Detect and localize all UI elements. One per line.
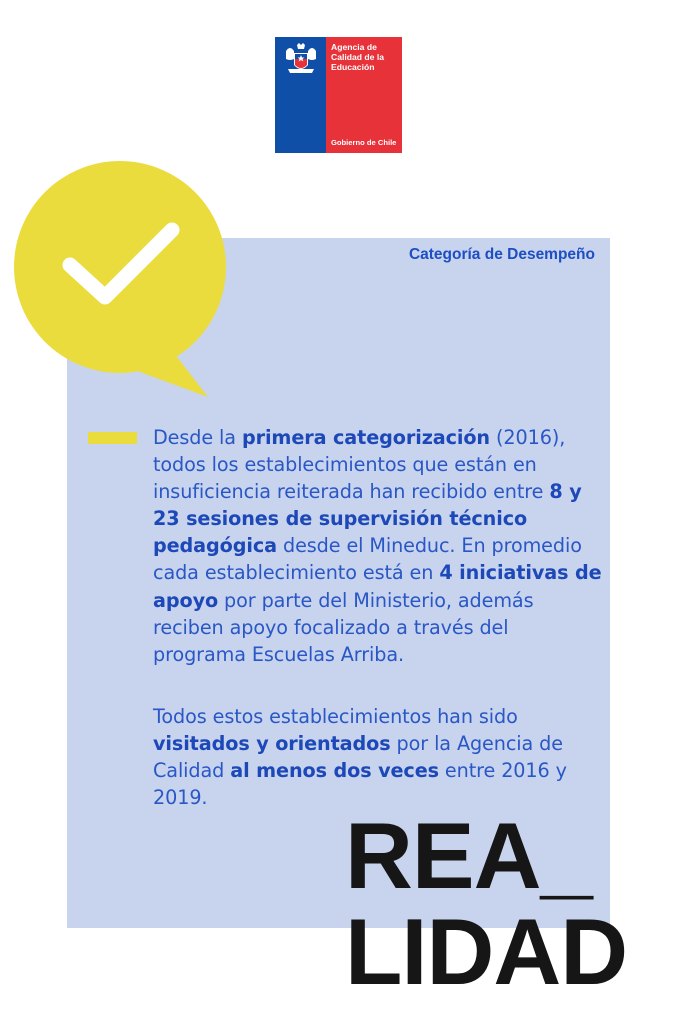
headline-realidad: [345, 803, 628, 1004]
accent-dash: [88, 432, 137, 444]
speech-bubble: [0, 150, 240, 400]
agency-name: Agencia de Calidad de la Educación: [331, 42, 385, 72]
headline-line-1: REA_: [345, 803, 592, 908]
paragraph-visits: Todos estos establecimientos han sido visitados y orientados por la Agencia de Calidad al menos dos veces entre 2016 y 2019.: [153, 705, 567, 810]
agency-logo: [275, 37, 402, 153]
category-label: Categoría de Desempeño: [408, 246, 595, 263]
government-label: Gobierno de Chile: [331, 138, 397, 147]
coat-of-arms-icon: [280, 41, 322, 79]
paragraph-categorization: Desde la primera categorización (2016), todos los establecimientos que están en insuficiencia reiterada han recibido entre 8 y 23 sesiones de supervisión técnico pedagógica desde el Mineduc. En promedio cada establecimiento está en 4 iniciativas de apoyo por parte del Ministerio, además reciben apoyo focalizado a través del programa Escuelas Arriba.: [153, 426, 602, 666]
headline-line-2: LIDAD: [345, 899, 628, 1004]
